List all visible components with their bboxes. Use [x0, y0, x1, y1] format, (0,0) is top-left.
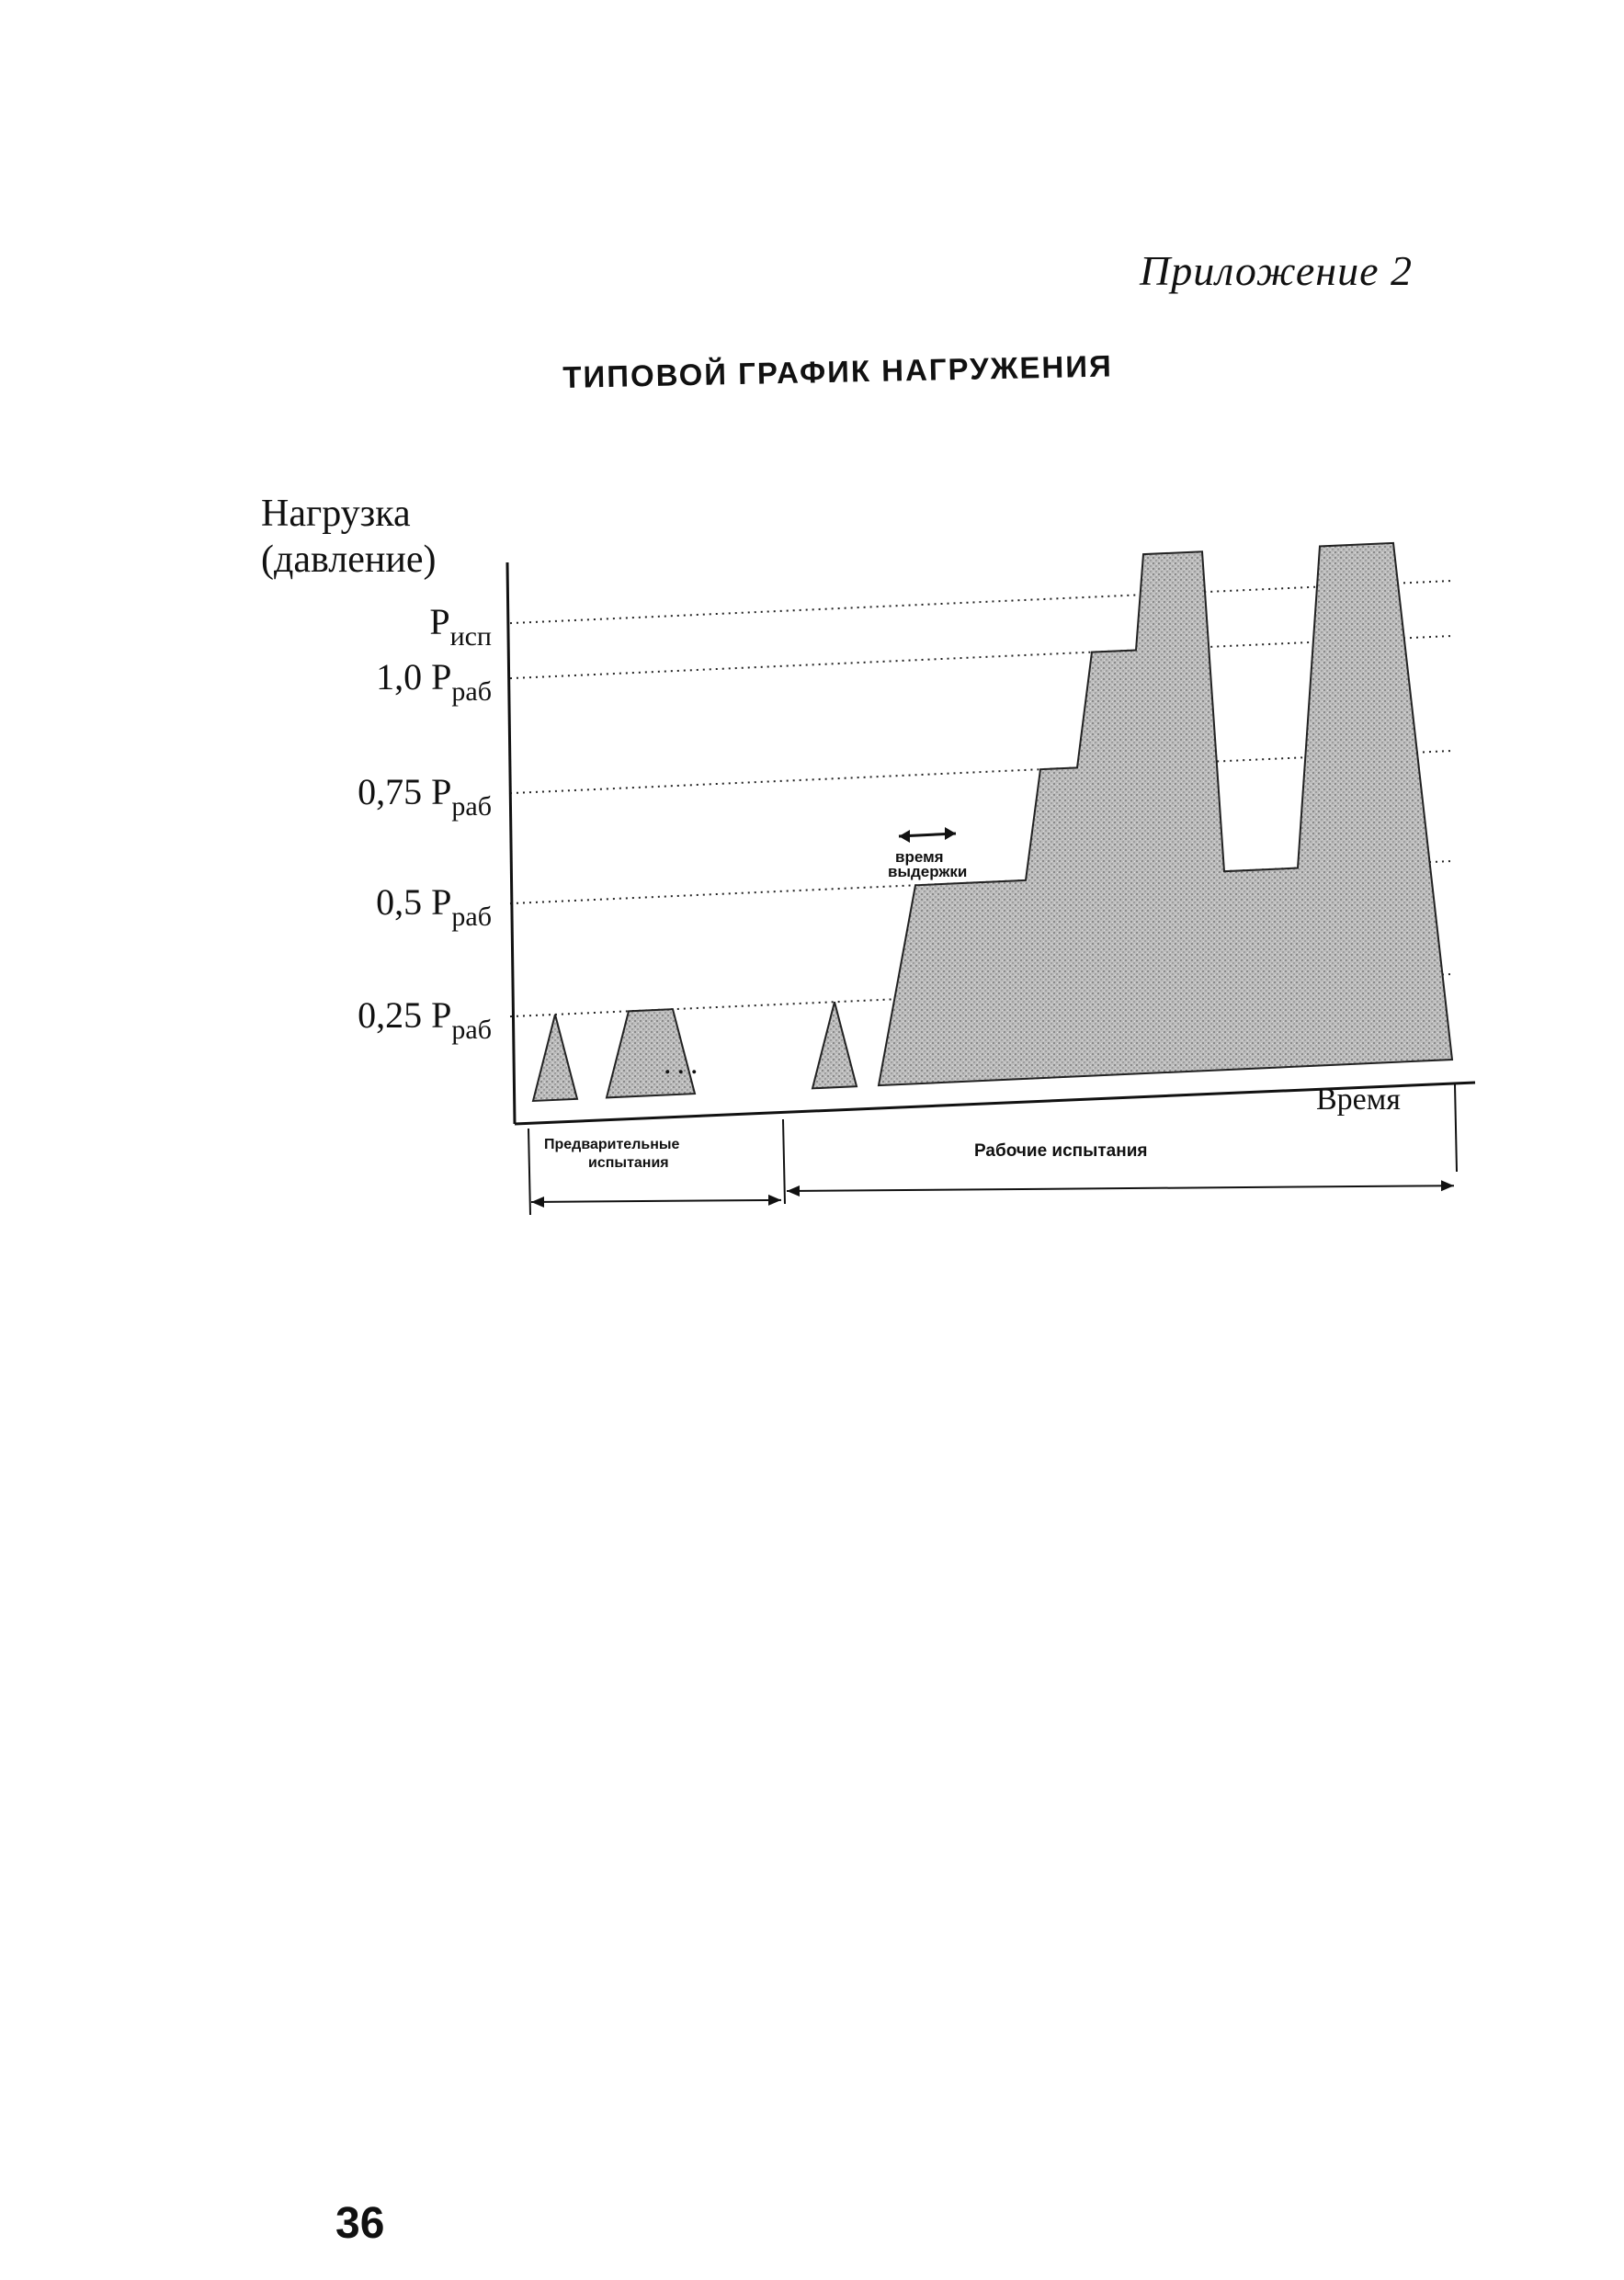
ylabel-line1: Нагрузка [261, 493, 411, 535]
y-tick-label: 0,5 $P_{раб}$ [376, 881, 492, 933]
preliminary-pulse [812, 1002, 857, 1088]
working-bracket [787, 1185, 1454, 1191]
bracket-tick-left [528, 1129, 530, 1215]
preliminary-bracket-arrow-left [531, 1197, 544, 1208]
load-areas [533, 543, 1452, 1101]
hold-time-arrowhead-left [899, 830, 910, 843]
hold-time-label-1: время [895, 848, 944, 866]
hold-time-label-2: выдержки [888, 863, 968, 880]
working-bracket-arrow-right [1441, 1180, 1454, 1191]
y-tick-label: 0,75 $P_{раб}$ [358, 771, 492, 822]
preliminary-bracket [531, 1200, 781, 1202]
ylabel-line2: (давление) [261, 539, 437, 581]
y-tick-label: $P_{исп}$ [429, 601, 492, 652]
y-tick-label: 0,25 $P_{раб}$ [358, 994, 492, 1046]
bracket-tick-right [1455, 1084, 1457, 1172]
working-load-profile [879, 543, 1452, 1085]
bracket-tick-mid [783, 1119, 785, 1204]
phase-working-label: Рабочие испытания [974, 1141, 1148, 1161]
phase-preliminary-line2: испытания [588, 1155, 669, 1171]
appendix-label: Приложение 2 [1140, 247, 1414, 294]
preliminary-bracket-arrow-right [768, 1195, 781, 1206]
y-tick-label: 1,0 $P_{раб}$ [376, 656, 492, 708]
xlabel: Время [1316, 1083, 1401, 1117]
y-axis [507, 562, 515, 1124]
preliminary-pulse [533, 1015, 577, 1101]
page-title: ТИПОВОЙ ГРАФИК НАГРУЖЕНИЯ [562, 348, 1114, 394]
working-bracket-arrow-left [787, 1185, 800, 1197]
ellipsis: ... [664, 1047, 704, 1081]
phase-preliminary-line1: Предварительные [544, 1137, 680, 1152]
hold-time-arrowhead-right [945, 827, 956, 840]
page-number: 36 [335, 2199, 385, 2248]
grid-line [510, 581, 1452, 623]
